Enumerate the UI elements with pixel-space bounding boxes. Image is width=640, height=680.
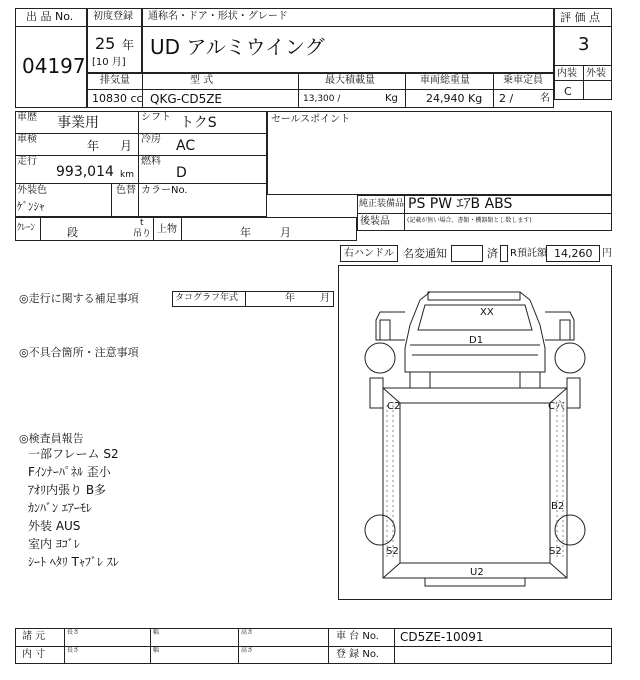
dims-label: 諸 元 (22, 631, 46, 642)
payload-label: 最大積載量 (325, 75, 375, 86)
inspector-line: ｱｵﾘ内張り B多 (28, 483, 107, 497)
registration-month: [10 月] (92, 57, 126, 68)
inspection-label: 車検 (17, 134, 37, 145)
mileage: 993,014 (56, 164, 114, 180)
lot-no-value: 04197 (22, 54, 86, 78)
steering: 右ハンドル (344, 248, 394, 259)
crane-month: 月 (280, 226, 291, 239)
capacity-label: 乗車定員 (503, 75, 543, 86)
capacity: 2 / (499, 92, 514, 105)
inspector-line: 外装 AUS (28, 519, 81, 533)
vehicle-diagram (338, 265, 612, 600)
exterior-grade-label: 外装 (586, 68, 606, 79)
diagram-mark: U2 (470, 567, 484, 578)
gross-weight-label: 車両総重量 (420, 75, 470, 86)
diagram-mark: D1 (469, 335, 484, 346)
aftermarket-label: 後装品 (360, 216, 390, 227)
gross-weight: 24,940 Kg (426, 92, 483, 105)
interior-length-label: 長さ (67, 647, 80, 654)
ac-label: 冷房 (141, 134, 161, 145)
crane-stage: 段 (67, 226, 78, 239)
history-label: 車歴 (17, 112, 37, 123)
interior-grade: C (564, 85, 572, 98)
driving-note: ◎走行に関する補足事項 (19, 292, 139, 305)
defects-note: ◎不具合箇所・注意事項 (19, 346, 139, 359)
payload-unit: Kg (385, 93, 398, 104)
mileage-unit: km (120, 170, 134, 180)
shift-label: シフト (141, 112, 171, 123)
inspector-line: ｼｰﾄ ﾍﾀﾘ Tｬﾌﾞﾚ ｽﾚ (28, 555, 119, 569)
interior-height-label: 高さ (241, 647, 254, 654)
fuel: D (176, 165, 187, 181)
interior-dims-label: 内 寸 (22, 649, 46, 660)
registration-year: 25 (95, 34, 116, 53)
color-change-label: 色替 (116, 185, 136, 196)
color-code-label: カラーNo. (141, 185, 188, 196)
dims-width-label: 幅 (153, 629, 160, 636)
interior-grade-label: 内装 (557, 68, 577, 79)
tacho-month: 月 (320, 293, 330, 304)
crane-label: ｸﾚｰﾝ (17, 223, 36, 233)
dims-length-label: 長さ (67, 629, 80, 636)
reg-no-label: 登 録 No. (336, 649, 379, 660)
displacement-label: 排気量 (100, 75, 130, 86)
inspector-line: ｶﾝﾊﾞﾝ ｴｱｰﾓﾚ (28, 501, 92, 515)
mileage-label: 走行 (17, 156, 37, 167)
lot-no-label: 出 品 No. (26, 10, 74, 23)
diagram-mark: XX (480, 307, 494, 318)
registration-label: 初度登録 (93, 11, 133, 22)
recycle-done-label: 済 (487, 247, 498, 260)
inspection-month: 月 (120, 139, 133, 153)
model-code: QKG-CD5ZE (150, 92, 222, 106)
displacement: 10830 cc (92, 92, 143, 105)
dims-height-label: 高さ (241, 629, 254, 636)
diagram-mark: B2 (551, 501, 565, 512)
capacity-unit: 名 (540, 93, 550, 104)
tacho-year: 年 (285, 293, 295, 304)
inspector-line: 一部フレーム S2 (28, 447, 119, 461)
recycle-deposit-label: R預託額 (510, 248, 547, 259)
payload: 13,300 / (303, 94, 341, 104)
inspection-year: 年 (87, 139, 100, 153)
model-label: 型 式 (190, 75, 214, 86)
shift: トクS (180, 115, 217, 131)
name-change-box (451, 245, 483, 262)
recycle-deposit: 14,260 (554, 247, 593, 260)
recycle-unit: 円 (602, 248, 612, 259)
car-name-label: 通称名・ドア・形状・グレード (148, 11, 288, 22)
color-label: 外装色 (17, 185, 47, 196)
ac: AC (176, 138, 196, 154)
diagram-mark: C2 (387, 401, 401, 412)
crane-year: 年 (240, 226, 251, 239)
overall-grade: 3 (578, 34, 590, 55)
color: ｹﾞﾝｼｬ (17, 200, 45, 213)
crane-hang: 吊り (133, 229, 152, 239)
recycle-check-box (500, 245, 508, 262)
equipment: PS PW ｴｱB ABS (408, 196, 513, 212)
car-name: UD アルミウイング (150, 35, 325, 59)
diagram-mark: S2 (549, 546, 562, 557)
inspector-line: Fｲﾝﾅｰﾊﾟﾈﾙ 歪小 (28, 465, 111, 479)
fuel-label: 燃料 (141, 156, 161, 167)
sales-points-label: セールスポイント (271, 114, 351, 125)
name-change-label: 名変通知 (403, 247, 447, 260)
inspector-line: 室内 ﾖｺﾞﾚ (28, 537, 80, 551)
registration-year-unit: 年 (122, 38, 135, 52)
interior-width-label: 幅 (153, 647, 160, 654)
crane-ton: t (140, 218, 144, 228)
chassis-no: CD5ZE-10091 (400, 630, 484, 644)
tacho-label: タコグラフ年式 (175, 293, 239, 303)
grade-label: 評 価 点 (560, 11, 600, 24)
chassis-label: 車 台 No. (336, 631, 379, 642)
crane-top-label: 上物 (157, 224, 177, 235)
diagram-mark: C穴 (548, 401, 565, 412)
diagram-mark: S2 (386, 546, 399, 557)
inspector-title: ◎検査員報告 (19, 432, 84, 445)
history: 事業用 (57, 115, 99, 131)
aftermarket-note: (記載が無い場合、書類・機器類とし数します) (407, 217, 532, 224)
equipment-label: 純正装備品 (359, 199, 405, 209)
